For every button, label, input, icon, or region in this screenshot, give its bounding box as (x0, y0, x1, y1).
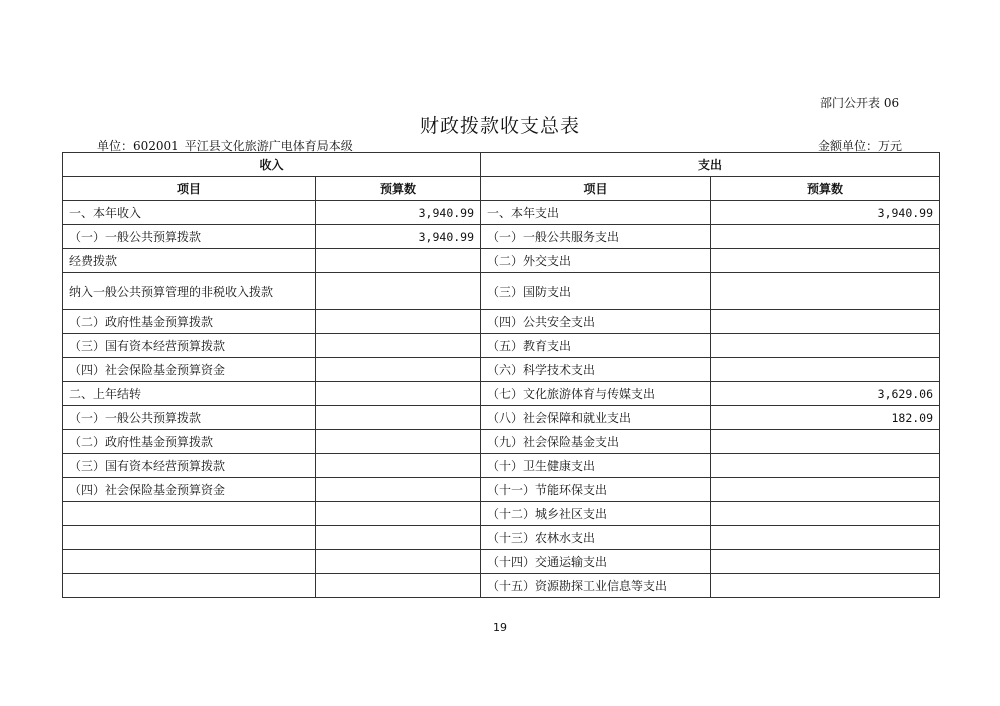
expense-value (711, 574, 940, 598)
expense-item: （十一）节能环保支出 (481, 478, 711, 502)
expense-item: （七）文化旅游体育与传媒支出 (481, 382, 711, 406)
table-row (63, 201, 940, 225)
expense-value (711, 454, 940, 478)
table-row (63, 550, 940, 574)
expense-item: （十四）交通运输支出 (481, 550, 711, 574)
table-row (63, 406, 940, 430)
income-item: 二、上年结转 (63, 382, 316, 406)
budget-table (62, 152, 940, 598)
income-item: 一、本年收入 (63, 201, 316, 225)
income-value (316, 502, 481, 526)
expense-value: 182.09 (711, 406, 940, 430)
expense-item: （十二）城乡社区支出 (481, 502, 711, 526)
income-section-header: 收入 (63, 153, 481, 177)
income-item: （一）一般公共预算拨款 (63, 406, 316, 430)
income-value: 3,940.99 (316, 225, 481, 249)
table-number-label: 部门公开表 06 (820, 96, 900, 110)
column-header-row (63, 177, 940, 201)
expense-value: 3,629.06 (711, 382, 940, 406)
income-item: （二）政府性基金预算拨款 (63, 310, 316, 334)
income-value (316, 478, 481, 502)
income-item: 经费拨款 (63, 249, 316, 273)
amount-unit: 金额单位：万元 (818, 139, 903, 153)
table-row (63, 430, 940, 454)
table-row (63, 310, 940, 334)
income-budget-header: 预算数 (316, 177, 481, 201)
expense-value (711, 310, 940, 334)
income-item: （三）国有资本经营预算拨款 (63, 454, 316, 478)
page-title: 财政拨款收支总表 (419, 115, 580, 137)
income-value: 3,940.99 (316, 201, 481, 225)
table-row (63, 478, 940, 502)
income-value (316, 406, 481, 430)
expense-item-header: 项目 (481, 177, 711, 201)
expense-item: （一）一般公共服务支出 (481, 225, 711, 249)
expense-value (711, 225, 940, 249)
expense-item: （二）外交支出 (481, 249, 711, 273)
table-row (63, 358, 940, 382)
expense-value (711, 358, 940, 382)
table-row (63, 382, 940, 406)
income-value (316, 249, 481, 273)
table-row (63, 273, 940, 310)
table-row (63, 334, 940, 358)
table-row (63, 502, 940, 526)
income-item: （一）一般公共预算拨款 (63, 225, 316, 249)
income-value (316, 574, 481, 598)
table-row (63, 454, 940, 478)
income-item (63, 526, 316, 550)
expense-section-header: 支出 (481, 153, 940, 177)
income-item (63, 502, 316, 526)
expense-item: 一、本年支出 (481, 201, 711, 225)
expense-item: （十五）资源勘探工业信息等支出 (481, 574, 711, 598)
expense-item: （九）社会保险基金支出 (481, 430, 711, 454)
income-item (63, 574, 316, 598)
income-value (316, 273, 481, 310)
expense-value (711, 502, 940, 526)
income-item: （三）国有资本经营预算拨款 (63, 334, 316, 358)
expense-value (711, 526, 940, 550)
expense-value (711, 550, 940, 574)
income-value (316, 526, 481, 550)
income-item-header: 项目 (63, 177, 316, 201)
table-row (63, 574, 940, 598)
expense-item: （八）社会保障和就业支出 (481, 406, 711, 430)
unit-name: 单位：602001_平江县文化旅游广电体育局本级 (97, 139, 353, 153)
income-value (316, 358, 481, 382)
income-item: （四）社会保险基金预算资金 (63, 358, 316, 382)
income-value (316, 382, 481, 406)
expense-item: （十）卫生健康支出 (481, 454, 711, 478)
income-value (316, 454, 481, 478)
expense-value: 3,940.99 (711, 201, 940, 225)
income-item: （二）政府性基金预算拨款 (63, 430, 316, 454)
expense-item: （十三）农林水支出 (481, 526, 711, 550)
expense-value (711, 478, 940, 502)
expense-value (711, 334, 940, 358)
income-value (316, 334, 481, 358)
table-row (63, 249, 940, 273)
expense-budget-header: 预算数 (711, 177, 940, 201)
expense-item: （五）教育支出 (481, 334, 711, 358)
expense-item: （四）公共安全支出 (481, 310, 711, 334)
income-value (316, 550, 481, 574)
income-item (63, 550, 316, 574)
expense-value (711, 249, 940, 273)
expense-item: （六）科学技术支出 (481, 358, 711, 382)
table-row (63, 225, 940, 249)
expense-value (711, 273, 940, 310)
section-header-row (63, 153, 940, 177)
page-number: 19 (493, 621, 507, 634)
expense-item: （三）国防支出 (481, 273, 711, 310)
expense-value (711, 430, 940, 454)
income-item: （四）社会保险基金预算资金 (63, 478, 316, 502)
income-value (316, 310, 481, 334)
table-row (63, 526, 940, 550)
income-item: 纳入一般公共预算管理的非税收入拨款 (63, 273, 316, 310)
income-value (316, 430, 481, 454)
